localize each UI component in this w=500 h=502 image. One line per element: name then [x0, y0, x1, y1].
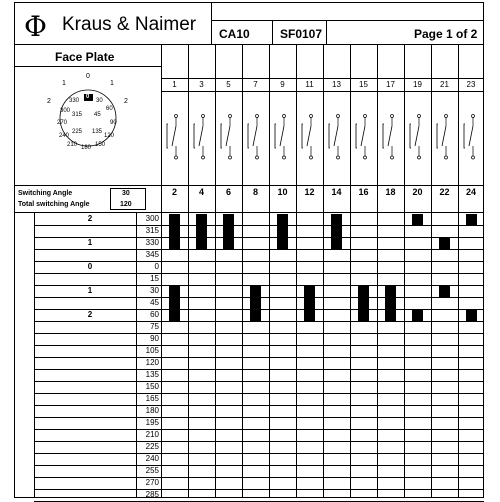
table-row-line	[34, 405, 484, 406]
numbers-top-line	[161, 78, 484, 79]
dial-outer-0: 0	[86, 73, 90, 80]
table-row-line	[34, 357, 484, 358]
dial-outer-2-right: 2	[124, 98, 128, 105]
switching-angle-value: 30	[122, 190, 130, 197]
table-row-line	[34, 489, 484, 490]
table-row-line	[34, 429, 484, 430]
header-divider	[272, 20, 273, 44]
table-row-line	[34, 273, 484, 274]
brand-name: Kraus & Naimer	[62, 14, 197, 35]
table-row-line	[34, 477, 484, 478]
contact-closed-mark	[358, 298, 369, 309]
dial-label-pointer: 0	[86, 94, 90, 100]
contact-closed-mark	[385, 298, 396, 309]
table-row-line	[34, 465, 484, 466]
contact-number-top: 15	[359, 80, 368, 89]
grid-top-line	[14, 212, 484, 213]
contact-symbol-icon	[218, 112, 238, 162]
dial-inner-300: 300	[60, 108, 71, 114]
contact-symbol-icon	[434, 112, 454, 162]
numbers-bottom-line	[161, 91, 484, 92]
angle-cell: 225	[145, 442, 159, 451]
contact-closed-mark	[169, 310, 180, 321]
brand-symbol: Φ	[24, 10, 47, 43]
contact-closed-mark	[250, 310, 261, 321]
dial-inner-225: 225	[72, 129, 83, 135]
angle-cell: 105	[145, 346, 159, 355]
contact-closed-mark	[250, 298, 261, 309]
contact-closed-mark	[250, 286, 261, 297]
dial-outer-1-right: 1	[110, 80, 114, 87]
table-row-line	[34, 381, 484, 382]
contact-number-top: 13	[332, 80, 341, 89]
position-cell: 1	[87, 238, 93, 247]
contact-closed-mark	[385, 286, 396, 297]
contact-symbol-icon	[164, 112, 184, 162]
contact-number-bottom: 22	[439, 187, 450, 197]
position-cell: 0	[87, 262, 93, 271]
face-plate-title: Face Plate	[55, 50, 115, 64]
angle-cell: 195	[145, 418, 159, 427]
contact-symbol-icon	[380, 112, 400, 162]
angle-cell: 180	[145, 406, 159, 415]
angle-cell: 30	[150, 286, 159, 295]
table-row-line	[34, 369, 484, 370]
angle-cell: 45	[150, 298, 159, 307]
header-divider	[211, 2, 212, 44]
contact-closed-mark	[304, 310, 315, 321]
contact-closed-mark	[358, 310, 369, 321]
contact-closed-mark	[196, 214, 207, 225]
contact-closed-mark	[277, 226, 288, 237]
contact-closed-mark	[385, 310, 396, 321]
contact-closed-mark	[466, 214, 477, 225]
table-row-line	[34, 417, 484, 418]
contact-closed-mark	[223, 214, 234, 225]
contact-symbol-icon	[461, 112, 481, 162]
contact-closed-mark	[439, 286, 450, 297]
contact-number-top: 3	[199, 80, 204, 89]
dial-inner-270: 270	[57, 120, 68, 126]
angle-cell: 75	[150, 322, 159, 331]
contact-number-top: 11	[305, 80, 314, 89]
contact-closed-mark	[331, 226, 342, 237]
table-row-line	[34, 225, 484, 226]
dial-inner-135: 135	[92, 129, 103, 135]
contact-number-bottom: 8	[252, 187, 258, 197]
contact-number-top: 21	[440, 80, 449, 89]
switching-angle-label: Switching Angle	[18, 190, 73, 197]
type-code: CA10	[219, 27, 250, 41]
contact-closed-mark	[277, 238, 288, 249]
dial-inner-60: 60	[106, 106, 113, 112]
contact-number-bottom: 24	[465, 187, 476, 197]
table-row-line	[34, 453, 484, 454]
contact-number-top: 5	[226, 80, 231, 89]
contact-number-bottom: 18	[385, 187, 396, 197]
contact-closed-mark	[304, 286, 315, 297]
dial-inner-240: 240	[59, 133, 70, 139]
contact-number-bottom: 16	[358, 187, 369, 197]
table-row-line	[34, 321, 484, 322]
contact-symbol-icon	[407, 112, 427, 162]
angle-column-left	[136, 213, 137, 498]
dial-inner-210: 210	[67, 142, 78, 148]
dial-inner-315: 315	[72, 112, 83, 118]
angle-cell: 270	[145, 478, 159, 487]
contact-closed-mark	[277, 214, 288, 225]
contact-closed-mark	[223, 238, 234, 249]
contact-number-bottom: 14	[331, 187, 342, 197]
contact-symbol-icon	[191, 112, 211, 162]
contact-number-bottom: 10	[277, 187, 288, 197]
contact-symbol-icon	[245, 112, 265, 162]
contact-closed-mark	[331, 214, 342, 225]
position-cell: 2	[87, 214, 93, 223]
header-divider	[326, 20, 327, 44]
contact-number-top: 17	[386, 80, 395, 89]
contact-number-bottom: 4	[198, 187, 204, 197]
dial-inner-180: 180	[81, 145, 92, 151]
dial-inner-330: 330	[69, 98, 80, 104]
contact-number-bottom: 2	[171, 187, 177, 197]
dial-inner-120: 120	[104, 133, 115, 139]
contact-closed-mark	[412, 310, 423, 321]
contact-number-top: 19	[413, 80, 422, 89]
contact-number-top: 23	[466, 80, 476, 89]
angle-cell: 90	[150, 334, 159, 343]
table-row-line	[34, 393, 484, 394]
face-plate-title-line	[14, 66, 161, 67]
section-line	[14, 44, 484, 45]
position-cell: 2	[87, 310, 93, 319]
header-line	[211, 20, 484, 21]
contact-symbol-icon	[353, 112, 373, 162]
table-row-line	[34, 249, 484, 250]
contact-closed-mark	[196, 238, 207, 249]
contact-number-top: 7	[253, 80, 258, 89]
angle-cell: 240	[145, 454, 159, 463]
diagram-bottom-line	[14, 185, 484, 186]
contact-symbol-icon	[272, 112, 292, 162]
dial-outer-1-left: 1	[62, 80, 66, 87]
angle-cell: 150	[145, 382, 159, 391]
contact-closed-mark	[196, 226, 207, 237]
contact-number-bottom: 20	[412, 187, 423, 197]
angle-cell: 315	[145, 226, 159, 235]
page-label: Page 1 of 2	[414, 27, 478, 41]
angle-cell: 120	[145, 358, 159, 367]
contact-closed-mark	[331, 238, 342, 249]
angle-cell: 285	[145, 490, 159, 499]
angle-cell: 15	[150, 274, 159, 283]
angle-cell: 330	[145, 238, 159, 247]
table-row-line	[34, 441, 484, 442]
dial-inner-45: 45	[94, 112, 101, 118]
dial-inner-90: 90	[110, 120, 117, 126]
dial-outer-2-left: 2	[47, 98, 51, 105]
angle-cell: 135	[145, 370, 159, 379]
dial-inner-150: 150	[95, 142, 106, 148]
contact-closed-mark	[412, 214, 423, 225]
total-switching-angle-label: Total switching Angle	[18, 201, 90, 208]
contact-closed-mark	[466, 310, 477, 321]
contact-symbol-icon	[299, 112, 319, 162]
angle-cell: 345	[145, 250, 159, 259]
contact-closed-mark	[304, 298, 315, 309]
contact-number-top: 9	[280, 80, 285, 89]
contact-number-top: 1	[172, 80, 177, 89]
dial-inner-30: 30	[96, 98, 103, 104]
table-row-line	[34, 333, 484, 334]
position-column-left	[34, 213, 35, 498]
contact-closed-mark	[169, 214, 180, 225]
contact-closed-mark	[223, 226, 234, 237]
contact-closed-mark	[169, 226, 180, 237]
angle-cell: 300	[145, 214, 159, 223]
position-cell: 1	[87, 286, 93, 295]
total-switching-angle-value: 120	[120, 201, 132, 208]
contact-number-bottom: 12	[304, 187, 315, 197]
doc-code: SF0107	[280, 27, 323, 41]
contact-closed-mark	[439, 238, 450, 249]
contact-closed-mark	[169, 286, 180, 297]
angle-cell: 165	[145, 394, 159, 403]
contact-closed-mark	[169, 238, 180, 249]
contact-closed-mark	[169, 298, 180, 309]
contact-number-bottom: 6	[225, 187, 231, 197]
angle-cell: 210	[145, 430, 159, 439]
angle-cell: 0	[154, 262, 159, 271]
angle-cell: 60	[150, 310, 159, 319]
angle-cell: 255	[145, 466, 159, 475]
contact-closed-mark	[358, 286, 369, 297]
table-row-line	[34, 345, 484, 346]
contact-symbol-icon	[326, 112, 346, 162]
